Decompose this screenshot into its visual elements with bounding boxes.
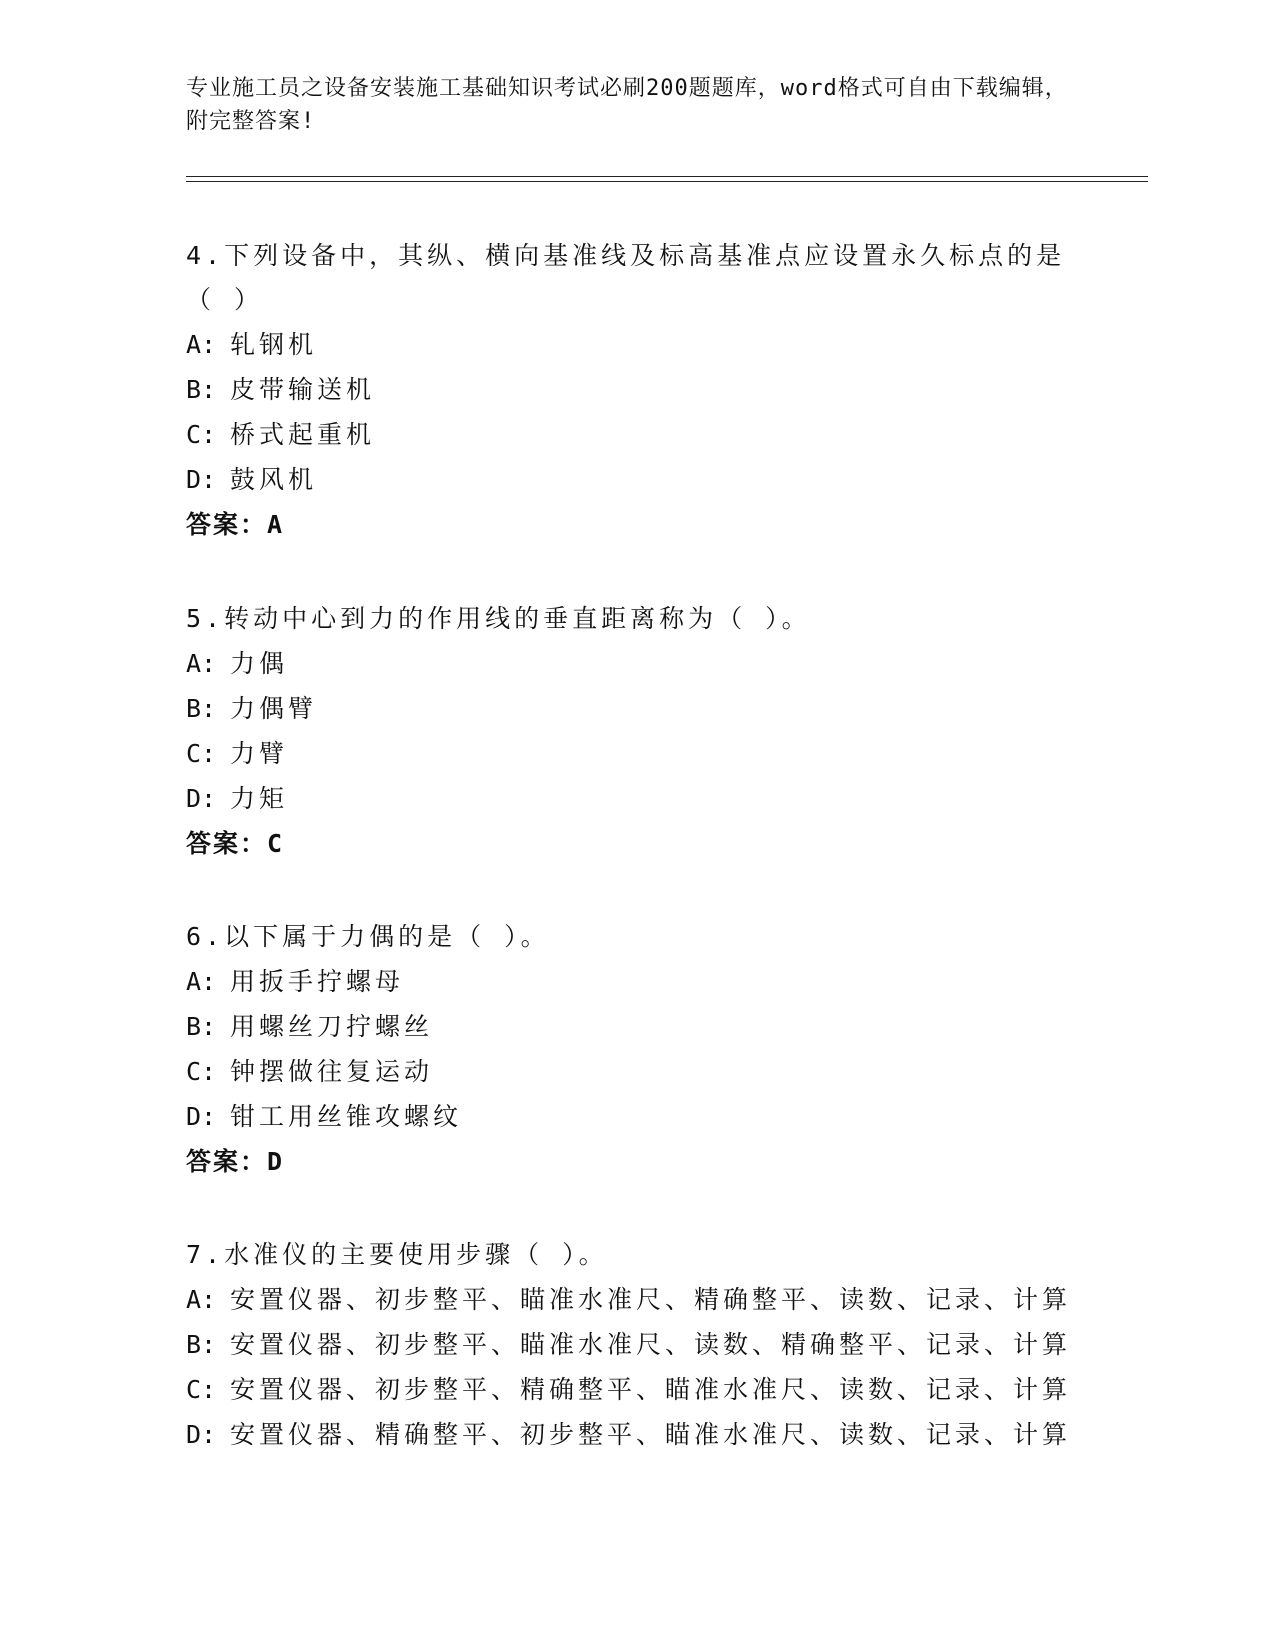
answer: 答案：D bbox=[186, 1147, 285, 1176]
header-title: 专业施工员之设备安装施工基础知识考试必刷200题题库，word格式可自由下载编辑，附完整答案! bbox=[186, 76, 1068, 134]
question-text: 5.转动中心到力的作用线的垂直距离称为（ ）。 bbox=[186, 604, 811, 633]
option-text: 安置仪器、初步整平、瞄准水准尺、读数、精确整平、记录、计算 bbox=[230, 1330, 1072, 1359]
option-text: 钟摆做往复运动 bbox=[230, 1057, 434, 1086]
option-text: 安置仪器、初步整平、瞄准水准尺、精确整平、读数、记录、计算 bbox=[230, 1285, 1072, 1314]
option-key: A: bbox=[186, 649, 217, 678]
option-key: B: bbox=[186, 694, 217, 723]
answer: 答案：C bbox=[186, 829, 285, 858]
option-key: C: bbox=[186, 1375, 217, 1404]
option-b bbox=[186, 1322, 1086, 1367]
option-key: A: bbox=[186, 967, 217, 996]
option-text: 力臂 bbox=[230, 739, 289, 768]
option-text: 安置仪器、精确整平、初步整平、瞄准水准尺、读数、记录、计算 bbox=[230, 1420, 1072, 1449]
option-key: C: bbox=[186, 739, 217, 768]
option-a bbox=[186, 959, 1086, 1004]
option-b bbox=[186, 1004, 1086, 1049]
option-a bbox=[186, 641, 1086, 686]
option-key: D: bbox=[186, 465, 217, 494]
option-c bbox=[186, 1049, 1086, 1094]
option-a bbox=[186, 1277, 1086, 1322]
option-d bbox=[186, 1094, 1086, 1139]
question-7 bbox=[186, 1233, 1086, 1457]
option-text: 桥式起重机 bbox=[230, 420, 376, 449]
option-c bbox=[186, 731, 1086, 776]
question-text: 7.水准仪的主要使用步骤（ ）。 bbox=[186, 1240, 608, 1269]
option-text: 安置仪器、初步整平、精确整平、瞄准水准尺、读数、记录、计算 bbox=[230, 1375, 1072, 1404]
option-text: 用扳手拧螺母 bbox=[230, 967, 405, 996]
option-key: C: bbox=[186, 1057, 217, 1086]
option-text: 皮带输送机 bbox=[230, 375, 376, 404]
option-text: 用螺丝刀拧螺丝 bbox=[230, 1012, 434, 1041]
question-text: 4.下列设备中，其纵、横向基准线及标高基准点应设置永久标点的是（ ） bbox=[186, 241, 1066, 314]
header-rule-bottom bbox=[186, 181, 1148, 182]
option-key: D: bbox=[186, 1420, 217, 1449]
option-text: 轧钢机 bbox=[230, 330, 318, 359]
option-text: 力偶臂 bbox=[230, 694, 318, 723]
question-4 bbox=[186, 234, 1086, 548]
option-c bbox=[186, 1367, 1086, 1412]
document-header bbox=[186, 72, 1086, 138]
option-d bbox=[186, 457, 1086, 502]
option-c bbox=[186, 412, 1086, 457]
option-d bbox=[186, 776, 1086, 821]
option-b bbox=[186, 367, 1086, 412]
option-key: B: bbox=[186, 375, 217, 404]
option-b bbox=[186, 686, 1086, 731]
answer: 答案：A bbox=[186, 510, 285, 539]
option-text: 钳工用丝锥攻螺纹 bbox=[230, 1102, 463, 1131]
question-5 bbox=[186, 597, 1086, 867]
option-key: A: bbox=[186, 1285, 217, 1314]
option-text: 鼓风机 bbox=[230, 465, 318, 494]
header-rule-top bbox=[186, 176, 1148, 177]
option-a bbox=[186, 322, 1086, 367]
question-6 bbox=[186, 915, 1086, 1185]
option-text: 力矩 bbox=[230, 784, 289, 813]
option-key: A: bbox=[186, 330, 217, 359]
option-text: 力偶 bbox=[230, 649, 289, 678]
option-key: D: bbox=[186, 1102, 217, 1131]
question-text: 6.以下属于力偶的是（ ）。 bbox=[186, 922, 550, 951]
option-key: C: bbox=[186, 420, 217, 449]
option-key: D: bbox=[186, 784, 217, 813]
option-key: B: bbox=[186, 1012, 217, 1041]
option-key: B: bbox=[186, 1330, 217, 1359]
option-d bbox=[186, 1412, 1086, 1457]
